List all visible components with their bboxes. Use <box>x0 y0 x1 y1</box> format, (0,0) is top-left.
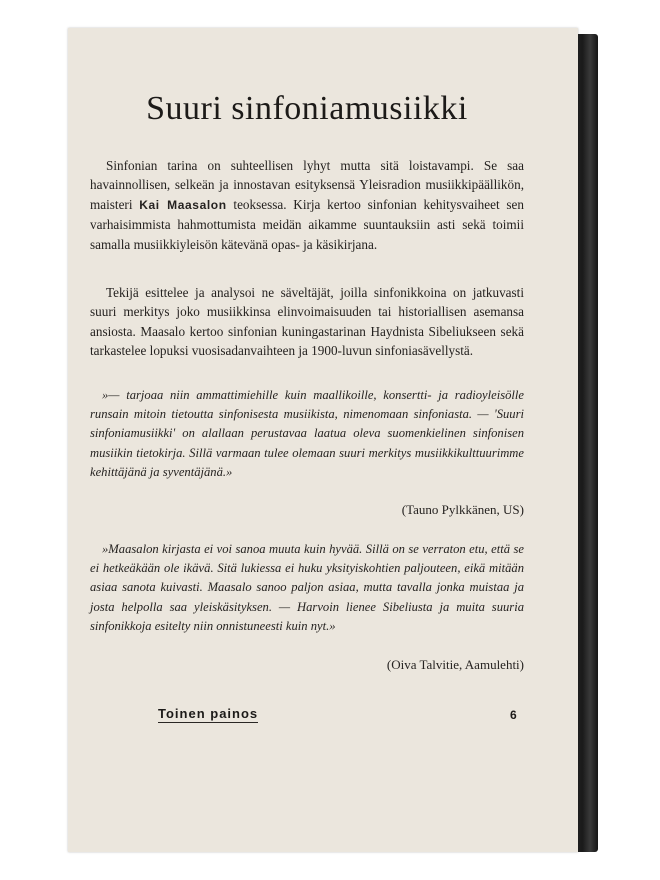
edition-label: Toinen painos <box>158 706 259 721</box>
book-title: Suuri sinfoniamusiikki <box>146 90 468 127</box>
description-paragraph-2: Tekijä esittelee ja analysoi ne säveltäjät, joilla sinfonikkoina on jatkuvasti suuri merkitys joko musiikkinsa elinvoimaisuuden tai historiallisen asemansa ansiosta. Maasalo kertoo sinfonian kuningastarinan Haydnista Sibeliukseen sekä tarkastelee lopuksi vuosisadanvaihteen ja 1900-luvun sinfoniasävellystä. <box>90 285 524 359</box>
description-paragraph-1 <box>90 156 524 254</box>
paragraph-1-text-a: Sinfonian tarina on suhteellisen lyhyt mutta sitä loistavampi. Se saa havainnollisen, selkeän ja innostavan esityksensä Yleisradion musiikkipäällikön, maisteri <box>90 158 524 212</box>
review-attribution-1: (Tauno Pylkkänen, US) <box>401 502 524 517</box>
review-quote-2: »Maasalon kirjasta ei voi sanoa muuta kuin hyvää. Sillä on se verraton etu, että se ei hetkeäkään ole ikävä. Sitä lukiessa ei huku yksityiskohtien paljouteen, eikä mitään asiaa sanota kuivasti. Maasalo sanoo paljon asiaa, mutta tavalla jonka muistaa ja josta helpolla saa yleiskäsityksen. — Harvoin lienee Sibeliusta ja muita suuria sinfonikkoja esitelty niin onnistuneesti kuin nyt.» <box>90 542 524 633</box>
review-quote-1: »— tarjoaa niin ammattimiehille kuin maallikoille, konsertti- ja radioyleisölle runsain mitoin tietoutta sinfonisesta musiikista, nimenomaan sinfoniasta. — 'Suuri sinfoniamusiikki' on alallaan perustavaa laatua oleva suomenkielinen sinfonisen musiikin tietokirja. Sillä varmaan tulee olemaan suuri merkitys musiikkikulttuurimme kehittäjänä ja syventäjänä.» <box>90 388 524 479</box>
author-name: Kai Maasalon <box>139 197 227 212</box>
paragraph-1-text-b: teoksessa. Kirja kertoo sinfonian kehitysvaiheet sen varhaisimmista hahmottumista meidän aikamme suuntauksiin asti sekä toimii samalla musiikkiyleisön kätevänä opas- ja käsikirjana. <box>90 196 524 252</box>
page-number: 6 <box>510 708 517 722</box>
review-attribution-2: (Oiva Talvitie, Aamulehti) <box>386 657 524 672</box>
